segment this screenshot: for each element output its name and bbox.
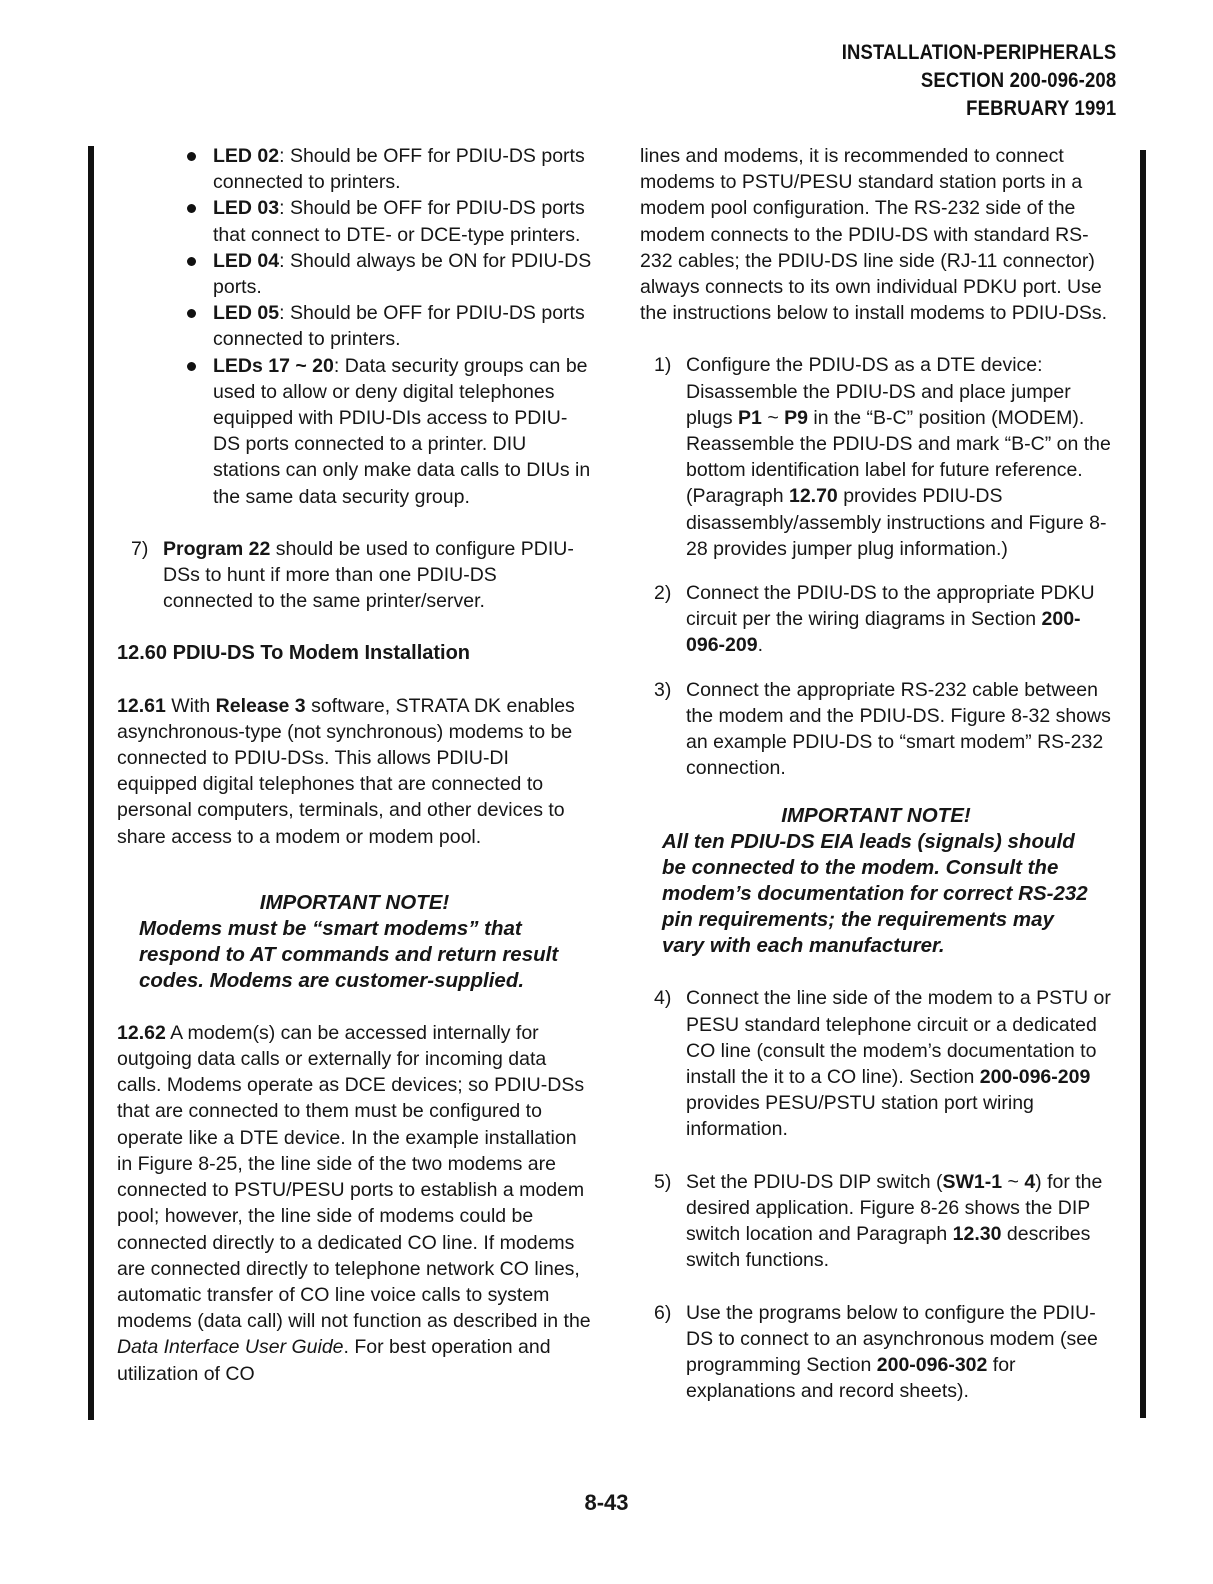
step-text: ) for the desired application. Figure 8-26 shows the DIP switch location and Paragraph — [686, 1170, 1103, 1246]
important-note-right — [640, 803, 1118, 959]
step-3 — [640, 677, 1118, 782]
step-2 — [640, 580, 1118, 659]
page-header — [841, 38, 1116, 122]
step-1 — [640, 352, 1118, 562]
step-number: 3) — [654, 678, 672, 701]
paragraph-ref: 12.30 — [952, 1223, 1002, 1246]
step-text: Connect the PDIU-DS to the appropriate PDKU circuit per the wiring diagrams in Section — [686, 582, 1095, 631]
change-bar-right — [1140, 150, 1146, 1418]
left-column — [117, 143, 592, 1387]
step-text: Set the PDIU-DS DIP switch ( — [686, 1170, 943, 1193]
section-heading: 12.60 PDIU-DS To Modem Installation — [117, 642, 471, 665]
release-ref: Release 3 — [215, 694, 306, 717]
switch-ref: 4 — [1024, 1170, 1036, 1193]
step-text: for explanations and record sheets). — [686, 1353, 1016, 1403]
bullet-leds-17-20 — [117, 353, 592, 510]
step-text: Use the programs below to configure the PDIU-DS to connect to an asynchronous modem (see programming Section — [686, 1301, 1098, 1376]
step-text: should be used to configure PDIU-DSs to hunt if more than one PDIU-DS connected to the same printer/server. — [163, 537, 574, 613]
note-title: IMPORTANT NOTE! — [781, 804, 971, 828]
header-title: INSTALLATION-PERIPHERALS — [841, 40, 1116, 64]
bullet-icon — [187, 362, 196, 371]
step-number: 7) — [131, 537, 149, 560]
section-ref: 200-096-209 — [686, 608, 1081, 657]
note-title: IMPORTANT NOTE! — [259, 890, 450, 914]
paragraph-number: 12.62 — [117, 1021, 166, 1044]
bullet-icon — [187, 309, 196, 318]
bullet-text: : Should always be ON for PDIU-DS ports. — [213, 249, 592, 299]
paragraph-number: 12.61 — [117, 694, 166, 717]
step-text: Connect the line side of the modem to a PSTU or PESU standard telephone circuit or a dedicated CO line (consult the modem’s documentation to install the it to a CO line). Section — [686, 987, 1111, 1089]
guide-title: Data Interface User Guide — [117, 1336, 344, 1359]
bullet-led-02 — [117, 143, 592, 195]
paragraph-text: . For best operation and utilization of CO — [117, 1336, 551, 1385]
important-note-left — [117, 890, 592, 994]
step-text: ~ — [761, 406, 785, 429]
bullet-label: LED 02 — [213, 145, 280, 167]
note-body: All ten PDIU-DS EIA leads (signals) should be connected to the modem. Consult the modem’s documentation for correct RS-232 pin requirements; the requirements may vary with each manufacturer. — [662, 830, 1088, 958]
section-ref: 200-096-302 — [876, 1353, 988, 1376]
paragraph-12-62 — [117, 1020, 592, 1387]
step-5 — [640, 1169, 1118, 1274]
step-text: provides PESU/PSTU station port wiring information. — [686, 1092, 1034, 1141]
section-ref: 200-096-209 — [979, 1066, 1091, 1089]
note-body: Modems must be “smart modems” that respond to AT commands and return result codes. Modems are customer-supplied. — [139, 916, 559, 992]
step-number: 2) — [654, 582, 672, 605]
step-6 — [640, 1300, 1118, 1405]
step-text: . — [757, 634, 763, 657]
step-number: 5) — [654, 1170, 672, 1193]
header-section: SECTION 200-096-208 — [920, 68, 1116, 92]
intro-paragraph: lines and modems, it is recommended to connect modems to PSTU/PESU standard station ports in a modem pool configuration. The RS-232 side of the modem connects to the PDIU-DS with standard RS-232 cables; the PDIU-DS line side (RJ-11 connector) always connects to its own individual PDKU port. Use the instructions below to install modems to PDIU-DSs. — [640, 145, 1108, 325]
bullet-label: LED 05 — [213, 302, 280, 325]
step-text: in the “B-C” position (MODEM). Reassemble the PDIU-DS and mark “B-C” on the bottom identification label for future reference. (Paragraph — [686, 406, 1111, 508]
step-text: ~ — [1002, 1170, 1025, 1193]
bullet-text: : Data security groups can be used to allow or deny digital telephones equipped with PDIU-DIs access to PDIU-DS ports connected to a printer. DIU stations can only make data calls to DIUs in the same data security group. — [213, 354, 591, 508]
change-bar-left — [88, 146, 94, 1420]
bullet-text: : Should be OFF for PDIU-DS ports connected to printers. — [213, 145, 585, 194]
bullet-text: : Should be OFF for PDIU-DS ports connected to printers. — [213, 302, 585, 351]
paragraph-text: With — [165, 694, 216, 717]
step-7 — [117, 536, 592, 615]
step-number: 1) — [654, 354, 672, 377]
step-text: describes switch functions. — [686, 1223, 1091, 1272]
step-text: provides PDIU-DS disassembly/assembly instructions and Figure 8-28 provides jumper plug information.) — [686, 485, 1107, 560]
bullet-text: : Should be OFF for PDIU-DS ports that connect to DTE- or DCE-type printers. — [213, 197, 585, 246]
bullet-icon — [187, 152, 196, 161]
page-number: 8-43 — [584, 1490, 629, 1515]
paragraph-text: software, STRATA DK enables asynchronous-type (not synchronous) modems to be connected to PDIU-DSs. This allows PDIU-DI equipped digital telephones that are connected to personal computers, terminals, and other devices to share access to a modem or modem pool. — [117, 694, 575, 848]
bullet-led-05 — [117, 300, 592, 352]
bullet-led-04 — [117, 248, 592, 300]
jumper-ref: P1 — [738, 406, 762, 429]
step-text: Configure the PDIU-DS as a DTE device: Disassemble the PDIU-DS and place jumper plugs — [686, 354, 1071, 429]
bullet-icon — [187, 257, 196, 266]
header-date: FEBRUARY 1991 — [965, 96, 1116, 120]
led-bullet-list — [117, 143, 592, 510]
paragraph-ref: 12.70 — [788, 485, 838, 508]
right-column — [640, 143, 1118, 1404]
switch-ref: SW1-1 — [942, 1170, 1003, 1193]
step-number: 4) — [654, 987, 672, 1010]
bullet-label: LED 04 — [213, 249, 280, 272]
bullet-label: LED 03 — [213, 197, 280, 220]
paragraph-12-61 — [117, 693, 592, 850]
step-4 — [640, 985, 1118, 1142]
program-ref: Program 22 — [163, 537, 271, 560]
step-number: 6) — [654, 1301, 672, 1324]
bullet-label: LEDs 17 ~ 20 — [213, 354, 334, 377]
bullet-icon — [187, 204, 196, 213]
step-text: Connect the appropriate RS-232 cable between the modem and the PDIU-DS. Figure 8-32 shows an example PDIU-DS to “smart modem” RS-232 connection. — [686, 678, 1111, 780]
bullet-led-03 — [117, 195, 592, 247]
paragraph-text: A modem(s) can be accessed internally for outgoing data calls or externally for incoming data calls. Modems operate as DCE devices; so PDIU-DSs that are connected to them must be configured to operate like a DTE device. In the example installation in Figure 8-25, the line side of the two modems are connected to PSTU/PESU ports to establish a modem pool; however, the line side of modems could be connected directly to a dedicated CO line. If modems are connected directly to telephone network CO lines, automatic transfer of CO line voice calls to system modems (data call) will not function as described in the — [117, 1021, 591, 1333]
jumper-ref: P9 — [784, 406, 808, 429]
